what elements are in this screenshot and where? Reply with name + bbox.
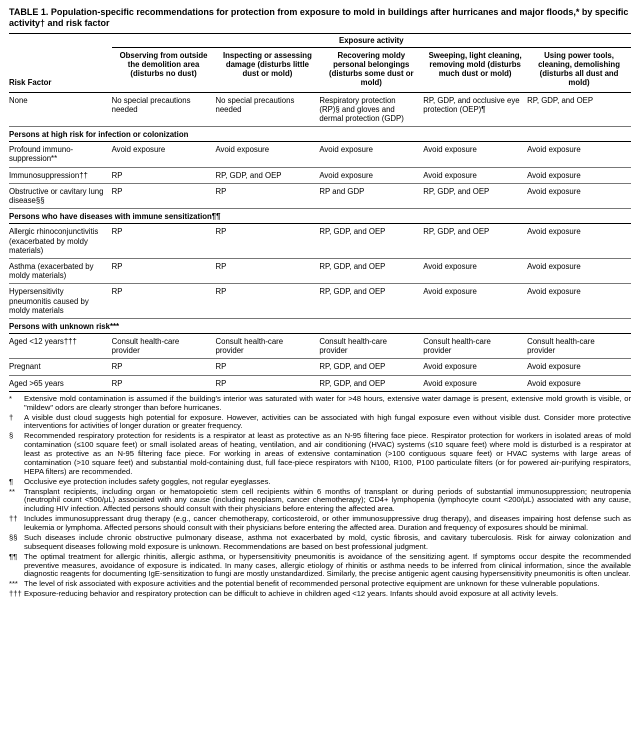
column-header: Observing from outside the demolition area (disturbs no dust): [112, 47, 216, 92]
cell: RP, GDP, and OEP: [215, 167, 319, 183]
cell: RP: [215, 183, 319, 208]
row-label: Allergic rhinoconjunctivitis (exacerbated by moldy materials): [9, 224, 112, 259]
cell: Consult health-care provider: [215, 334, 319, 359]
footnote-marker: ††: [9, 514, 18, 524]
cell: RP, GDP, and OEP: [423, 224, 527, 259]
section-row: [9, 209, 631, 224]
footnote: [9, 590, 631, 599]
footnote: [9, 478, 631, 487]
cell: Avoid exposure: [527, 284, 631, 319]
row-label: Pregnant: [9, 359, 112, 375]
cell: RP, GDP, and OEP: [527, 92, 631, 127]
footnote-text: Exposure-reducing behavior and respiratory protection can be difficult to achieve in children aged <12 years. Infants should avoid exposure at all activity levels.: [24, 589, 559, 599]
cell: Avoid exposure: [527, 224, 631, 259]
footnote-text: Occlusive eye protection includes safety goggles, not regular eyeglasses.: [24, 476, 271, 486]
cell: Avoid exposure: [423, 359, 527, 375]
column-header: Using power tools, cleaning, demolishing (disturbs all dust and mold): [527, 47, 631, 92]
cell: Avoid exposure: [319, 167, 423, 183]
table-row: [9, 375, 631, 391]
cell: No special precautions needed: [215, 92, 319, 127]
table-header: [9, 34, 631, 92]
cell: RP: [112, 375, 216, 391]
cell: RP: [215, 284, 319, 319]
cell: Avoid exposure: [112, 142, 216, 167]
cell: RP and GDP: [319, 183, 423, 208]
footnote-marker: §§: [9, 532, 18, 542]
cell: Avoid exposure: [527, 258, 631, 283]
footnote-marker: ¶: [9, 476, 14, 486]
table-row: [9, 284, 631, 319]
cell: RP: [112, 183, 216, 208]
cell: Avoid exposure: [423, 284, 527, 319]
footnote: [9, 488, 631, 515]
cell: RP: [215, 224, 319, 259]
cell: Avoid exposure: [319, 142, 423, 167]
footnote-marker: **: [9, 486, 15, 496]
risk-factor-header: Risk Factor: [9, 34, 112, 92]
cell: RP: [112, 284, 216, 319]
row-label: Obstructive or cavitary lung disease§§: [9, 183, 112, 208]
footnote-marker: ***: [9, 579, 18, 589]
footnote: [9, 395, 631, 413]
cell: Consult health-care provider: [319, 334, 423, 359]
cell: Avoid exposure: [423, 258, 527, 283]
cell: Avoid exposure: [527, 183, 631, 208]
column-header: Recovering moldy personal belongings (disturbs some dust or mold): [319, 47, 423, 92]
row-label: None: [9, 92, 112, 127]
footnote-marker: †††: [9, 589, 22, 599]
cell: RP: [112, 167, 216, 183]
column-header: Inspecting or assessing damage (disturbs little dust or mold): [215, 47, 319, 92]
table-row: [9, 359, 631, 375]
cell: RP: [215, 375, 319, 391]
row-label: Immunosuppression††: [9, 167, 112, 183]
section-title: Persons at high risk for infection or colonization: [9, 127, 631, 142]
cell: RP, GDP, and OEP: [319, 284, 423, 319]
cell: RP: [215, 359, 319, 375]
table-row: [9, 142, 631, 167]
cell: Avoid exposure: [527, 375, 631, 391]
table-row: [9, 167, 631, 183]
cell: Avoid exposure: [527, 167, 631, 183]
footnote-text: Recommended respiratory protection for residents is a respirator at least as protective as an N-95 filtering face piece. Respirator protection for workers in isolated areas of mold contamination (≤100 square feet) or small isolated areas of heating, ventilation, and air conditioning (HVAC) systems (≤10 square feet) where mold is disturbed is a respirator at least as protective as an N-95 filtering face piece. For working in areas of extensive contamination (>100 contiguous square feet) or HVAC systems with large areas of contamination (>10 square feet) and substantial mold-containing dust, full face-piece respirators with N100, R100, P100 particulate filters (or for powered air-purifying respirators, HEPA filters) are recommended.: [24, 431, 631, 476]
section-row: [9, 318, 631, 333]
footnote: [9, 553, 631, 580]
footnotes: [9, 395, 631, 599]
section-title: Persons with unknown risk***: [9, 318, 631, 333]
footnote-marker: ¶¶: [9, 551, 18, 561]
footnote-text: Includes immunosuppressant drug therapy (e.g., cancer chemotherapy, corticosteroid, or other immunosuppressive drug therapy), and diseases impairing host defense such as leukemia or lymphoma. Affected persons should consult with their physicians before entering the affected area. Duration and frequency of exposures should be minimal.: [24, 514, 631, 533]
section-row: [9, 127, 631, 142]
cell: Avoid exposure: [423, 375, 527, 391]
cell: RP: [112, 359, 216, 375]
table-body: [9, 92, 631, 391]
table-title: TABLE 1. Population-specific recommendations for protection from exposure to mold in buildings after hurricanes and major floods,* by specific activity† and risk factor: [9, 7, 631, 34]
cell: Consult health-care provider: [527, 334, 631, 359]
cell: Avoid exposure: [215, 142, 319, 167]
cell: RP: [112, 258, 216, 283]
cell: No special precautions needed: [112, 92, 216, 127]
table-row: [9, 258, 631, 283]
row-label: Profound immuno-suppression**: [9, 142, 112, 167]
cell: RP, GDP, and occlusive eye protection (OEP)¶: [423, 92, 527, 127]
cell: Respiratory protection (RP)§ and gloves and dermal protection (GDP): [319, 92, 423, 127]
row-label: Hypersensitivity pneumonitis caused by moldy materials: [9, 284, 112, 319]
footnote-marker: §: [9, 431, 14, 441]
row-label: Aged <12 years†††: [9, 334, 112, 359]
cell: Avoid exposure: [423, 142, 527, 167]
group-header-row: [9, 34, 631, 48]
cell: RP, GDP, and OEP: [319, 258, 423, 283]
column-header: Sweeping, light cleaning, removing mold (disturbs much dust or mold): [423, 47, 527, 92]
table-row: [9, 334, 631, 359]
footnote-marker: †: [9, 412, 14, 422]
table-row: [9, 92, 631, 127]
footnote: [9, 515, 631, 533]
cell: RP, GDP, and OEP: [319, 224, 423, 259]
section-title: Persons who have diseases with immune sensitization¶¶: [9, 209, 631, 224]
cell: RP, GDP, and OEP: [423, 183, 527, 208]
cell: Avoid exposure: [527, 142, 631, 167]
footnote-text: The level of risk associated with exposure activities and the potential benefit of recommended personal protective equipment are unknown for these vulnerable populations.: [24, 579, 600, 589]
footnote: [9, 580, 631, 589]
cell: RP: [112, 224, 216, 259]
row-label: Aged >65 years: [9, 375, 112, 391]
footnote-text: Transplant recipients, including organ or hematopoietic stem cell recipients within 6 months of transplant or during periods of substantial immunosuppression; neutropenia (neutrophil count <500/μL) associated with any cause (including neoplasm, cancer chemotherapy); CD4+ lymphopenia (lymphocyte count <200/μL) associated with any cause, including HIV infection. Affected persons should consult with their physicians before entering the affected area.: [24, 486, 631, 514]
footnote-text: The optimal treatment for allergic rhinitis, allergic asthma, or hypersensitivity pneumonitis is avoidance of the sensitizing agent. If symptoms occur despite the recommended preventive measures, avoidance of exposure is indicated. In many cases, allergic etiology of rhinitis or asthma needs to be inferred from clinical information, since the available diagnostic reagents for documenting IgE-sensitization to fungi are mostly unstandardized. Similarly, the precise antigenic agent causing hypersensitivity pneumonitis is often unclear.: [24, 551, 631, 579]
table-row: [9, 224, 631, 259]
footnote: [9, 534, 631, 552]
footnote-text: Extensive mold contamination is assumed if the building's interior was saturated with water for >48 hours, extensive water damage is present, extensive mold growth is visible, or "mildew" odors are clearly stronger than before hurricanes.: [24, 393, 631, 412]
cell: Consult health-care provider: [112, 334, 216, 359]
footnote-text: A visible dust cloud suggests high potential for exposure. However, activities can be associated with high fungal exposure even without visible dust. Consider more protective interventions for activities of longer duration or greater frequency.: [24, 412, 631, 431]
cell: Avoid exposure: [527, 359, 631, 375]
cell: RP: [215, 258, 319, 283]
row-label: Asthma (exacerbated by moldy materials): [9, 258, 112, 283]
footnote-marker: *: [9, 393, 12, 403]
recommendations-table: [9, 34, 631, 392]
footnote-text: Such diseases include chronic obstructive pulmonary disease, asthma not exacerbated by mold, cystic fibrosis, and cavitary tuberculosis. Risk for airway colonization and subsequent diseases following mold exposure is unknown. Recommendations are based on best professional judgment.: [24, 532, 631, 551]
cell: RP, GDP, and OEP: [319, 375, 423, 391]
cell: Consult health-care provider: [423, 334, 527, 359]
cell: RP, GDP, and OEP: [319, 359, 423, 375]
exposure-activity-header: Exposure activity: [112, 34, 631, 48]
footnote: [9, 414, 631, 432]
footnote: [9, 432, 631, 476]
table-row: [9, 183, 631, 208]
cell: Avoid exposure: [423, 167, 527, 183]
